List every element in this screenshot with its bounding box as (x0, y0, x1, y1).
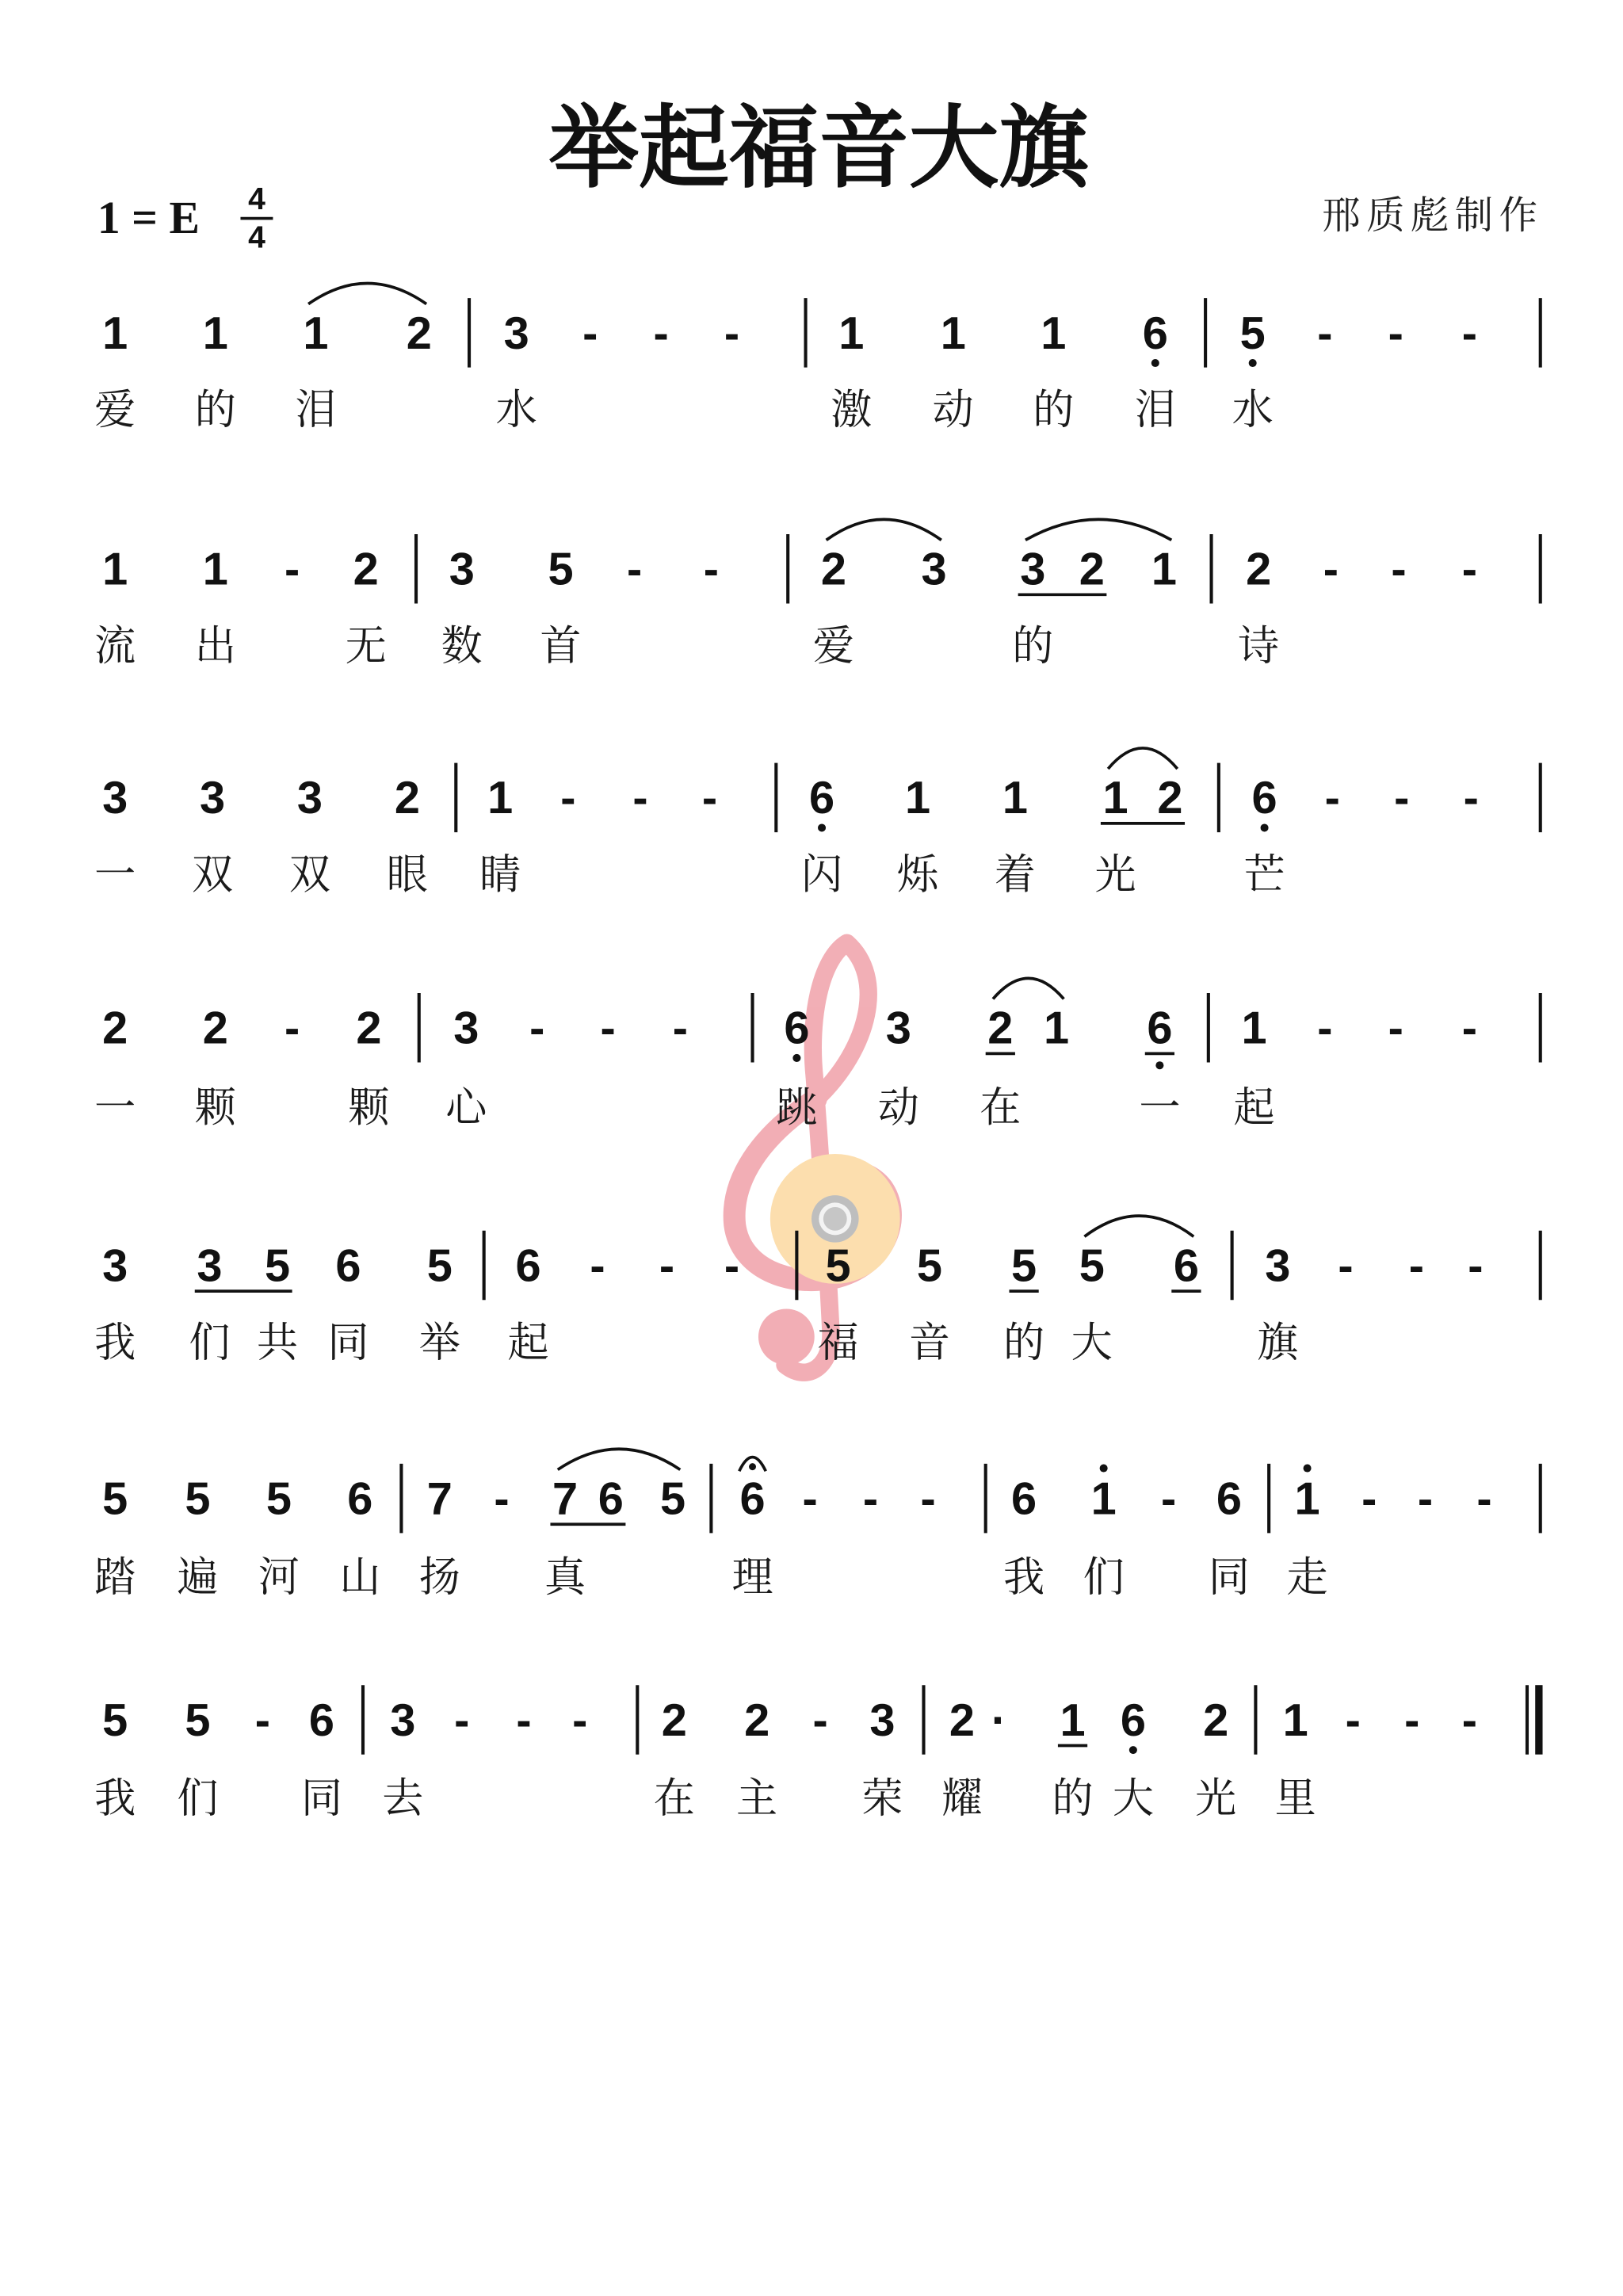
note: 1 (1041, 308, 1067, 359)
note: 1 (838, 308, 865, 359)
lyric: 一 (1139, 1084, 1181, 1133)
note: 5 (102, 1694, 128, 1746)
lyric: 的 (1052, 1775, 1094, 1823)
lyric: 闪 (800, 851, 843, 900)
lyric: 们 (189, 1319, 231, 1367)
lyric: 水 (495, 386, 537, 434)
note: 5 (185, 1694, 211, 1746)
dash: - (600, 1003, 616, 1054)
song-title: 举起福音大旗 (548, 94, 1090, 201)
lyric: 心 (445, 1084, 487, 1133)
lyric: 真 (544, 1553, 586, 1602)
lyric: 荣 (861, 1775, 903, 1823)
note: 6 (347, 1473, 373, 1525)
dash: - (516, 1694, 532, 1746)
lyric: 颗 (348, 1084, 390, 1133)
note: 6 (515, 1240, 541, 1292)
note: 2 (1203, 1694, 1229, 1746)
note: 2 (102, 1003, 128, 1054)
lyric: 踏 (94, 1553, 136, 1602)
dash: - (703, 544, 720, 595)
note: 1 (1090, 1473, 1117, 1525)
lyric: 河 (258, 1553, 300, 1602)
lyric: 们 (1083, 1553, 1125, 1602)
note: 1 (940, 308, 966, 359)
lyric: 去 (382, 1775, 424, 1823)
note: 3 (453, 1003, 479, 1054)
note: 3 (869, 1694, 896, 1746)
lyric: 颗 (194, 1084, 236, 1133)
dash: - (1345, 1694, 1361, 1746)
lyric: 遍 (177, 1553, 219, 1602)
note: 2 (744, 1694, 770, 1746)
note: 3 (390, 1694, 416, 1746)
dash: - (1417, 1473, 1434, 1525)
note: 6 (1120, 1694, 1146, 1746)
note: 5 (659, 1473, 686, 1525)
note: 6 (784, 1003, 810, 1054)
note: 1 (1294, 1473, 1320, 1525)
dash: - (862, 1473, 879, 1525)
note: 5 (1011, 1240, 1037, 1292)
lyric: 在 (653, 1775, 695, 1823)
dash: - (659, 1240, 675, 1292)
lyric: 们 (177, 1775, 219, 1823)
note: 3 (921, 544, 947, 595)
lyric: 一 (94, 851, 136, 900)
note: 2 (1246, 544, 1272, 595)
lyric: 的 (1012, 622, 1054, 670)
lyric: 激 (831, 386, 873, 434)
note: 5 (185, 1473, 211, 1525)
note: 1 (1282, 1694, 1308, 1746)
lyric: 我 (94, 1775, 136, 1823)
dash: - (632, 773, 648, 824)
final-barline-thick (1535, 1685, 1542, 1755)
lyric: 双 (288, 851, 331, 900)
dash: - (1388, 1003, 1403, 1054)
dash: - (254, 1694, 271, 1746)
note: 6 (335, 1240, 361, 1292)
lyric: 泪 (1134, 386, 1176, 434)
note: 3 (102, 773, 128, 824)
note: 2 (353, 544, 379, 595)
lyric: 大 (1071, 1319, 1113, 1367)
note: 7 (552, 1473, 579, 1525)
note: 5 (102, 1473, 128, 1525)
lyric: 爱 (812, 622, 854, 670)
note: 6 (739, 1473, 766, 1525)
note: 5 (1079, 1240, 1105, 1292)
note: 1 (1151, 544, 1178, 595)
note: 3 (1020, 544, 1046, 595)
note: 1 (487, 773, 514, 824)
note: 1 (1241, 1003, 1267, 1054)
dash: - (1461, 1003, 1477, 1054)
lyric: 一 (94, 1084, 136, 1133)
lyric: 光 (1195, 1775, 1237, 1823)
note: 6 (1142, 308, 1168, 359)
note: 1 (1002, 773, 1028, 824)
note: 1 (1044, 1003, 1070, 1054)
dash: - (1338, 1240, 1354, 1292)
note: 5 (265, 1473, 292, 1525)
dash: - (1476, 1473, 1492, 1525)
note: 6 (808, 773, 835, 824)
note: 2 (1157, 773, 1183, 824)
dash: - (724, 1240, 740, 1292)
lyric: 的 (1033, 386, 1075, 434)
note: 2 (356, 1003, 382, 1054)
dash: - (1160, 1473, 1177, 1525)
note: 2 (820, 544, 846, 595)
lyric: 睛 (479, 851, 521, 900)
dash: - (1317, 308, 1333, 359)
lyric: 我 (94, 1319, 136, 1367)
lyric: 的 (1003, 1319, 1045, 1367)
note: 3 (449, 544, 475, 595)
fermata-dot (749, 1463, 756, 1470)
lyric: 跳 (776, 1084, 818, 1133)
note: 1 (102, 308, 128, 359)
lyric: 起 (1233, 1084, 1275, 1133)
low-octave-dot (818, 823, 826, 831)
dash: - (1468, 1240, 1484, 1292)
lyric: 大 (1112, 1775, 1154, 1823)
dash: - (1388, 308, 1403, 359)
dash: - (1324, 773, 1340, 824)
lyric: 里 (1274, 1775, 1316, 1823)
dash: - (285, 1003, 300, 1054)
note: 2 (406, 308, 432, 359)
lyric: 动 (932, 386, 974, 434)
note: 1 (202, 308, 228, 359)
lyric: 首 (540, 622, 582, 670)
lyric: 诗 (1238, 622, 1280, 670)
lyric: 芒 (1243, 851, 1285, 900)
dash: - (812, 1694, 828, 1746)
lyric: 同 (327, 1319, 369, 1367)
low-octave-dot (1155, 1061, 1163, 1069)
time-signature-bottom: 4 (248, 220, 265, 255)
lyric: 爱 (94, 386, 136, 434)
note: 3 (296, 773, 323, 824)
note: 6 (598, 1473, 624, 1525)
low-octave-dot (1261, 823, 1269, 831)
note: 5 (264, 1240, 291, 1292)
lyric: 着 (994, 851, 1036, 900)
dash: - (802, 1473, 818, 1525)
dash: - (1461, 308, 1477, 359)
note: 1 (1060, 1694, 1086, 1746)
dash: - (1391, 544, 1407, 595)
dash: - (560, 773, 576, 824)
dash: - (1404, 1694, 1420, 1746)
note: 5 (1239, 308, 1266, 359)
lyric: 耀 (941, 1775, 983, 1823)
note: 2 (202, 1003, 228, 1054)
note: 5 (916, 1240, 942, 1292)
key-signature: 1 = E (97, 193, 200, 244)
lyric: 动 (877, 1084, 919, 1133)
note: 6 (1147, 1003, 1173, 1054)
dash: - (626, 544, 643, 595)
lyric: 水 (1232, 386, 1274, 434)
lyric: 扬 (418, 1553, 460, 1602)
dash: - (1361, 1473, 1377, 1525)
lyric: 音 (908, 1319, 951, 1367)
lyric: 在 (980, 1084, 1022, 1133)
dash: - (724, 308, 740, 359)
lyric: 举 (418, 1319, 460, 1367)
lyric: 共 (256, 1319, 299, 1367)
note: 3 (885, 1003, 911, 1054)
dash: - (285, 544, 300, 595)
dash: - (590, 1240, 605, 1292)
lyric: 流 (94, 622, 136, 670)
credit: 邢质彪制作 (1322, 193, 1544, 238)
dash: - (582, 308, 598, 359)
lyric: 主 (736, 1775, 778, 1823)
dash: - (672, 1003, 688, 1054)
note: 6 (308, 1694, 334, 1746)
note: 3 (102, 1240, 128, 1292)
note: 5 (426, 1240, 453, 1292)
note: 3 (503, 308, 529, 359)
low-octave-dot (792, 1054, 800, 1062)
note: 3 (200, 773, 226, 824)
note: 1 (102, 544, 128, 595)
note: 1 (303, 308, 329, 359)
low-octave-dot (1129, 1746, 1137, 1754)
note: 6 (1173, 1240, 1199, 1292)
lyric: 旗 (1257, 1319, 1299, 1367)
lyric: 起 (507, 1319, 549, 1367)
dash: - (1463, 773, 1479, 824)
note: 6 (1216, 1473, 1242, 1525)
lyric: 双 (192, 851, 234, 900)
lyric: 走 (1286, 1553, 1328, 1602)
note: 2 (949, 1694, 975, 1746)
lyric: 的 (194, 386, 236, 434)
dash: - (701, 773, 718, 824)
dash: - (494, 1473, 510, 1525)
dash: - (1408, 1240, 1424, 1292)
lyric: 理 (731, 1553, 773, 1602)
lyric: 同 (300, 1775, 342, 1823)
note: 1 (905, 773, 931, 824)
note: 6 (1011, 1473, 1037, 1525)
lyric: 出 (194, 622, 236, 670)
dash: - (572, 1694, 588, 1746)
lyric: 光 (1094, 851, 1136, 900)
dash: - (1461, 544, 1477, 595)
note: 2 (394, 773, 420, 824)
note: 3 (197, 1240, 223, 1292)
note: 5 (548, 544, 574, 595)
note: 3 (1265, 1240, 1291, 1292)
low-octave-dot (1249, 359, 1257, 367)
lyric: 眼 (386, 851, 428, 900)
dash: - (920, 1473, 936, 1525)
lyric: 福 (817, 1319, 859, 1367)
note: 6 (1251, 773, 1277, 824)
note: 2 (661, 1694, 687, 1746)
note: 7 (426, 1473, 453, 1525)
note: 2 (1079, 544, 1105, 595)
dash: - (1394, 773, 1410, 824)
high-octave-dot (1100, 1464, 1108, 1472)
dash: - (1461, 1694, 1477, 1746)
lyric: 数 (441, 622, 483, 670)
time-signature-top: 4 (248, 181, 265, 216)
dash: - (653, 308, 669, 359)
note: 5 (825, 1240, 851, 1292)
note: 1 (202, 544, 228, 595)
dash: - (1317, 1003, 1333, 1054)
augmentation-dot: · (991, 1694, 1007, 1746)
note: 1 (1102, 773, 1128, 824)
lyric: 同 (1208, 1553, 1250, 1602)
note: 2 (987, 1003, 1014, 1054)
dash: - (454, 1694, 470, 1746)
dash: - (529, 1003, 545, 1054)
lyric: 山 (339, 1553, 381, 1602)
lyric: 我 (1003, 1553, 1045, 1602)
lyric: 烁 (896, 851, 939, 900)
high-octave-dot (1304, 1464, 1312, 1472)
low-octave-dot (1151, 359, 1159, 367)
dash: - (1323, 544, 1338, 595)
lyric: 无 (345, 622, 387, 670)
lyric: 泪 (295, 386, 337, 434)
